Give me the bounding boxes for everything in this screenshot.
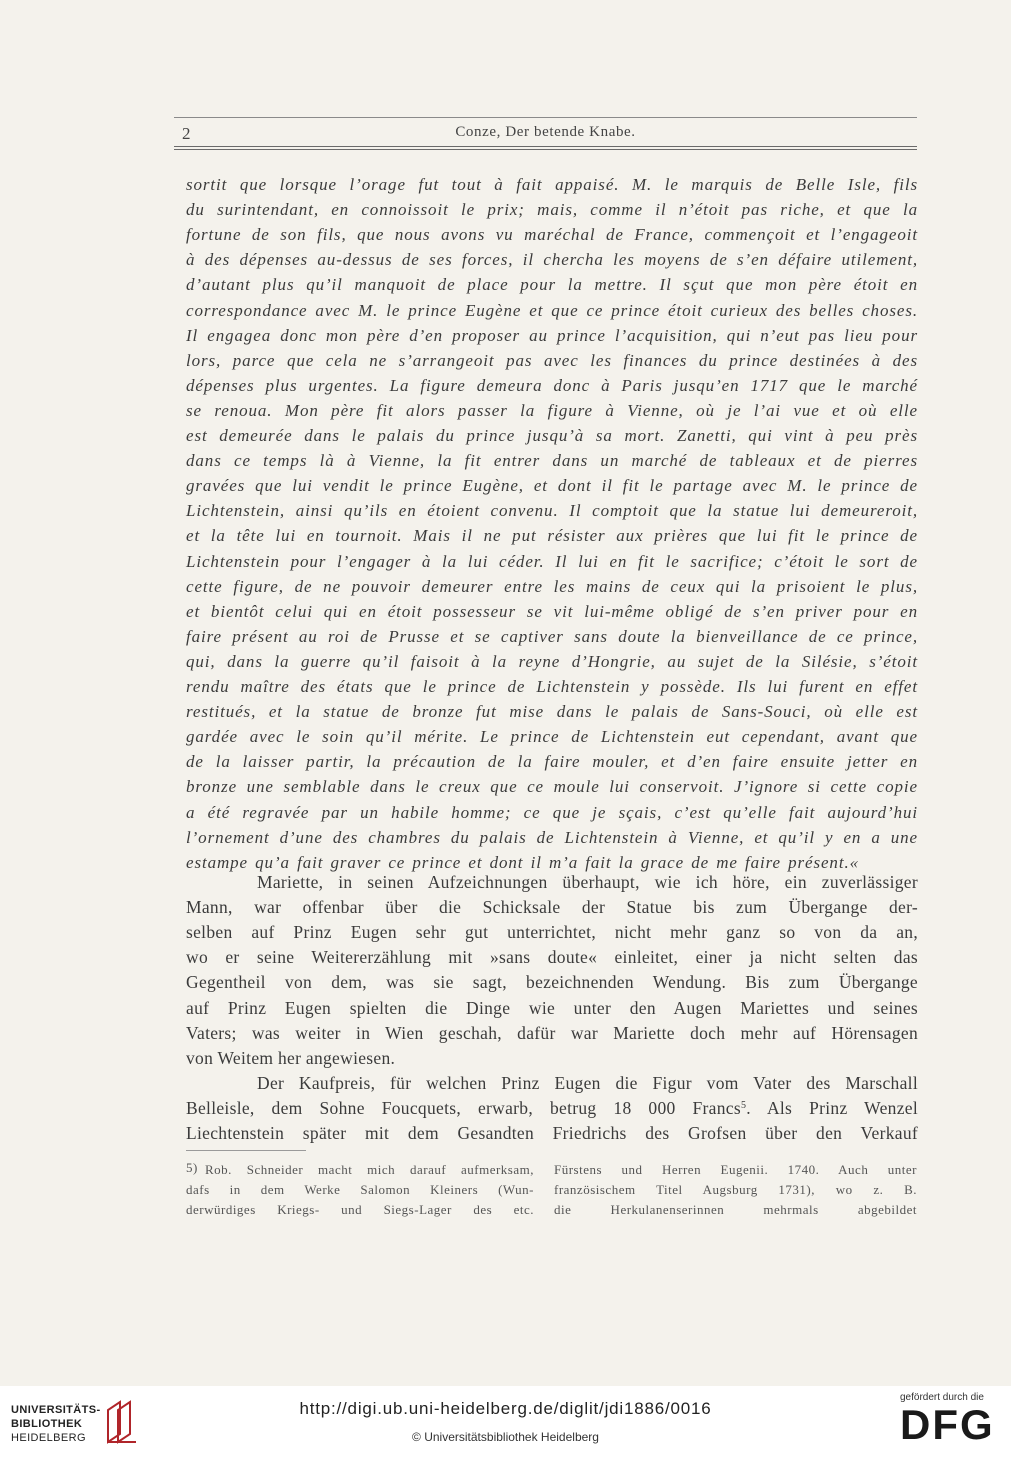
text-line: de la laisser partir, la précaution de la faire mouler, et d’en faire ensuite jetter en bbox=[186, 752, 918, 772]
text-segment: Belleisle, dem Sohne Foucquets, erwarb, betrug 18 000 Francs bbox=[186, 1098, 741, 1118]
copyright-notice: © Universitätsbibliothek Heidelberg bbox=[412, 1430, 599, 1444]
text-line: qui, dans la guerre qu’il faisoit à la reyne d’Hongrie, au sujet de la Silésie, s’étoit bbox=[186, 651, 918, 671]
page-number: 2 bbox=[182, 124, 191, 143]
text-line: Mann, war offenbar über die Schicksale der Statue bis zum Übergange der- bbox=[186, 897, 918, 918]
text-line: Mariette, in seinen Aufzeichnungen überhaupt, wie ich höre, ein zuverlässiger bbox=[257, 872, 918, 892]
footnote-rule bbox=[186, 1150, 306, 1151]
footnote-line: französischem Titel Augsburg 1731), wo z. B. bbox=[554, 1182, 917, 1197]
text-line bbox=[186, 1098, 918, 1120]
text-line: faire présent au roi de Prusse et se captiver sans doute la bienveillance de ce prince, bbox=[186, 626, 918, 646]
text-line: gravées que lui vendit le prince Eugène, et dont il fit le partage avec M. le prince de bbox=[186, 476, 918, 496]
text-segment: . Als Prinz Wenzel bbox=[746, 1098, 918, 1118]
text-line: gardée avec le soin qu’il mérite. Le prince de Lichtenstein eut cependant, avant que bbox=[186, 727, 918, 747]
footnote-line: Rob. Schneider macht mich darauf aufmerksam, bbox=[205, 1162, 534, 1177]
text-line: sortit que lorsque l’orage fut tout à fait appaisé. M. le marquis de Belle Isle, fils bbox=[186, 175, 918, 194]
library-name-line: UNIVERSITÄTS- bbox=[11, 1404, 101, 1416]
text-line: et la tête lui en tournoit. Mais il ne put résister aux prières que lui fit le prince de bbox=[186, 526, 918, 546]
text-line: Liechtenstein später mit dem Gesandten Friedrichs des Grofsen über den Verkauf bbox=[186, 1123, 918, 1143]
text-line: selben auf Prinz Eugen sehr gut unterrichtet, nicht mehr ganz so von da an, bbox=[186, 922, 918, 943]
footnote-marker: 5) bbox=[186, 1160, 198, 1175]
footnote-line: die Herkulanenserinnen mehrmals abgebildet bbox=[554, 1202, 917, 1217]
text-line: restitués, et la statue de bronze fut mise dans le palais de Sans-Souci, où elle est bbox=[186, 702, 918, 722]
text-line: l’ornement d’une des chambres du palais de Lichtenstein à Vienne, et qu’il y en a une bbox=[186, 827, 918, 847]
text-line: bronze une semblable dans le creux que ce moule lui conservoit. J’ignore si cette copie bbox=[186, 777, 918, 797]
text-line: lors, parce que cela ne s’arrangeoit pas avec les finances du prince destinées à des bbox=[186, 350, 918, 370]
permalink-url[interactable]: http://digi.ub.uni-heidelberg.de/diglit/jdi1886/0016 bbox=[299, 1399, 712, 1418]
text-line: dans ce temps là à Vienne, la fit entrer dans un marché de tableaux et de pierres bbox=[186, 451, 918, 471]
text-line: et bientôt celui qui en étoit possesseur se vit lui-même obligé de s’en priver pour en bbox=[186, 601, 918, 621]
footnote-line: derwürdiges Kriegs- und Siegs-Lager des etc. bbox=[186, 1202, 534, 1217]
text-line: fortune de son fils, que nous avons vu maréchal de France, commençoit et l’engageoit bbox=[186, 225, 918, 245]
text-line: Lichtenstein pour l’engager à la lui céder. Il lui en fit le sacrifice; c’étoit le sort de bbox=[186, 551, 918, 571]
text-line: von Weitem her angewiesen. bbox=[186, 1047, 396, 1068]
dfg-logo: DFG bbox=[900, 1401, 995, 1448]
footnote-reference[interactable]: 5 bbox=[740, 1100, 747, 1111]
text-line: a été regravée par un habile homme; ce que je sçais, c’est qu’elle fait aujourd’hui bbox=[186, 802, 918, 822]
footnote-line: Fürstens und Herren Eugenii. 1740. Auch unter bbox=[554, 1162, 917, 1177]
text-line: à des dépenses au-dessus de ses forces, il chercha les moyens de s’en défaire utilement, bbox=[186, 250, 918, 270]
text-line: cette figure, de ne pouvoir demeurer entre les mains de ceux qui la prisoient le plus, bbox=[186, 576, 918, 596]
text-line: auf Prinz Eugen spielten die Dinge wie unter den Augen Mariettes und seines bbox=[186, 997, 918, 1018]
header-rule-bottom bbox=[174, 146, 917, 147]
text-line: wo er seine Weitererzählung mit »sans doute« einleitet, einer ja nicht selten das bbox=[186, 947, 918, 968]
text-line: d’autant plus qu’il manquoit de place pour la mettre. Il sçut que mon père étoit en bbox=[186, 275, 918, 295]
library-name-line: BIBLIOTHEK bbox=[11, 1418, 83, 1430]
text-line: Vaters; was weiter in Wien geschah, dafür war Mariette doch mehr auf Hörensagen bbox=[186, 1022, 918, 1043]
text-line: correspondance avec M. le prince Eugène et que ce prince étoit curieux des belles choses. bbox=[186, 300, 918, 320]
footnote-line: dafs in dem Werke Salomon Kleiners (Wun- bbox=[186, 1182, 534, 1197]
header-rule-bottom-double bbox=[174, 149, 917, 150]
library-name-line: HEIDELBERG bbox=[11, 1432, 86, 1444]
text-line: Der Kaufpreis, für welchen Prinz Eugen die Figur vom Vater des Marschall bbox=[257, 1073, 918, 1093]
text-line: Gegentheil von dem, was sie sagt, bezeichnenden Wendung. Bis zum Übergange bbox=[186, 972, 918, 993]
text-line: est demeurée dans le palais du prince jusqu’à sa mort. Zanetti, qui vint à peu près bbox=[186, 426, 918, 445]
text-line: rendu maître des états que le prince de Lichtenstein y possède. Ils lui furent en effet bbox=[186, 677, 918, 696]
running-head: Conze, Der betende Knabe. bbox=[455, 124, 636, 140]
funder-caption: gefördert durch die bbox=[900, 1392, 984, 1403]
text-line: Il engagea donc mon père d’en proposer au prince l’acquisition, qui n’eut pas lieu pour bbox=[186, 325, 918, 345]
text-line: Lichtenstein, ainsi qu’ils en étoient convenu. Il comptoit que la statue lui demeureroit, bbox=[186, 501, 918, 521]
text-line: se renoua. Mon père fit alors passer la figure à Vienne, où je l’ai vue et où elle bbox=[186, 400, 918, 420]
text-line: estampe qu’a fait graver ce prince et dont il m’a fait la grace de me faire présent.« bbox=[186, 852, 859, 872]
viewer-footer bbox=[0, 1386, 1011, 1457]
text-line: dépenses plus urgentes. La figure demeura donc à Paris jusqu’en 1717 que le marché bbox=[186, 375, 918, 395]
header-rule-top bbox=[174, 117, 917, 118]
text-line: du surintendant, en connoissoit le prix; mais, comme il n’étoit pas riche, et que la bbox=[186, 200, 918, 220]
